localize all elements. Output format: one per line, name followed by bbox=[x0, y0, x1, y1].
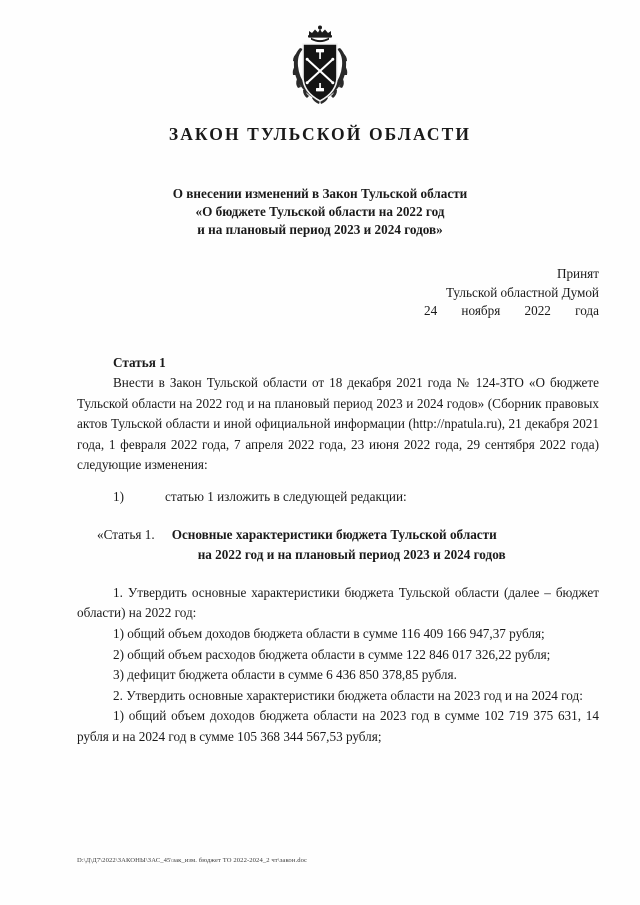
amendment-item-1-number: 1) bbox=[113, 489, 124, 505]
emblem-container bbox=[0, 0, 640, 108]
clause-1-item-1-number: 1) bbox=[113, 626, 124, 642]
amendment-item-1 bbox=[77, 487, 599, 508]
clause-2-item-1-text: общий объем доходов бюджета области на 2023 год в сумме 102 719 375 631, 14 рубля и на 2024 год в сумме 105 368 344 567,53 рубля; bbox=[77, 708, 599, 744]
clause-1-item-3-text: дефицит бюджета области в сумме 6 436 850 378,85 рубля. bbox=[127, 667, 457, 683]
quoted-article-heading bbox=[77, 525, 599, 566]
subtitle-line-3: и на плановый период 2023 и 2024 годов» bbox=[197, 222, 443, 237]
page-title: ЗАКОН ТУЛЬСКОЙ ОБЛАСТИ bbox=[168, 124, 472, 144]
article-1-label: Статья 1 bbox=[113, 354, 166, 370]
adoption-month: ноября bbox=[461, 303, 501, 318]
quoted-article-title bbox=[172, 525, 599, 566]
document-subtitle bbox=[0, 185, 640, 239]
amendment-item-1-text: статью 1 изложить в следующей редакции: bbox=[165, 489, 407, 505]
adoption-year-word: года bbox=[575, 303, 599, 318]
quoted-article-title-line-2: на 2022 год и на плановый период 2023 и 2024 годов bbox=[197, 547, 506, 563]
spacer bbox=[77, 508, 599, 525]
clause-2-item-1 bbox=[77, 706, 599, 747]
adoption-date bbox=[424, 302, 599, 321]
clause-1-item-2-number: 2) bbox=[113, 646, 124, 662]
tula-region-coat-of-arms-icon bbox=[283, 22, 357, 108]
spacer bbox=[77, 476, 599, 487]
adoption-authority: Тульской областной Думой bbox=[446, 284, 599, 300]
clause-1-item-2 bbox=[77, 645, 599, 666]
clause-1: 1. Утвердить основные характеристики бюджета Тульской области (далее – бюджет области) на 2022 год: bbox=[77, 584, 599, 621]
clause-1-item-3 bbox=[77, 665, 599, 686]
clause-1-item-1 bbox=[77, 624, 599, 645]
clause-1-item-2-text: общий объем расходов бюджета области в сумме 122 846 017 326,22 рубля; bbox=[127, 646, 551, 662]
spacer bbox=[77, 566, 599, 583]
clause-2: 2. Утвердить основные характеристики бюджета области на 2023 год и на 2024 год: bbox=[113, 687, 583, 703]
subtitle-line-1: О внесении изменений в Закон Тульской области bbox=[172, 186, 468, 201]
quoted-article-label: «Статья 1. bbox=[97, 526, 155, 542]
adoption-accepted: Принят bbox=[556, 266, 599, 281]
subtitle-line-2: «О бюджете Тульской области на 2022 год bbox=[195, 204, 445, 219]
clause-1-item-3-number: 3) bbox=[113, 667, 124, 683]
quoted-article-title-line-1: Основные характеристики бюджета Тульской области bbox=[171, 526, 497, 542]
clause-1-item-1-text: общий объем доходов бюджета области в сумме 116 409 166 947,37 рубля; bbox=[127, 626, 545, 642]
clause-2-item-1-number: 1) bbox=[113, 708, 124, 724]
adoption-year: 2022 bbox=[524, 303, 551, 318]
document-body bbox=[0, 353, 640, 748]
adoption-block bbox=[0, 265, 640, 321]
adoption-day: 24 bbox=[424, 303, 438, 318]
footer-file-path: D:\Д\Д7\2022\ЗАКОНЫ\ЗАС_45\зак_изм. бюджет ТО 2022-2024_2 чт\закон.doc bbox=[77, 857, 308, 864]
intro-paragraph: Внести в Закон Тульской области от 18 декабря 2021 года № 124-ЗТО «О бюджете Тульской области на 2022 год и на плановый период 2023 и 2024 годов» (Сборник правовых актов Тульской области и иной официальной информации (http://npatula.ru), 21 декабря 2021 года, 1 февраля 2022 года, 7 апреля 2022 года, 23 июня 2022 года, 29 сентября 2022 года) следующие изменения: bbox=[77, 375, 599, 473]
